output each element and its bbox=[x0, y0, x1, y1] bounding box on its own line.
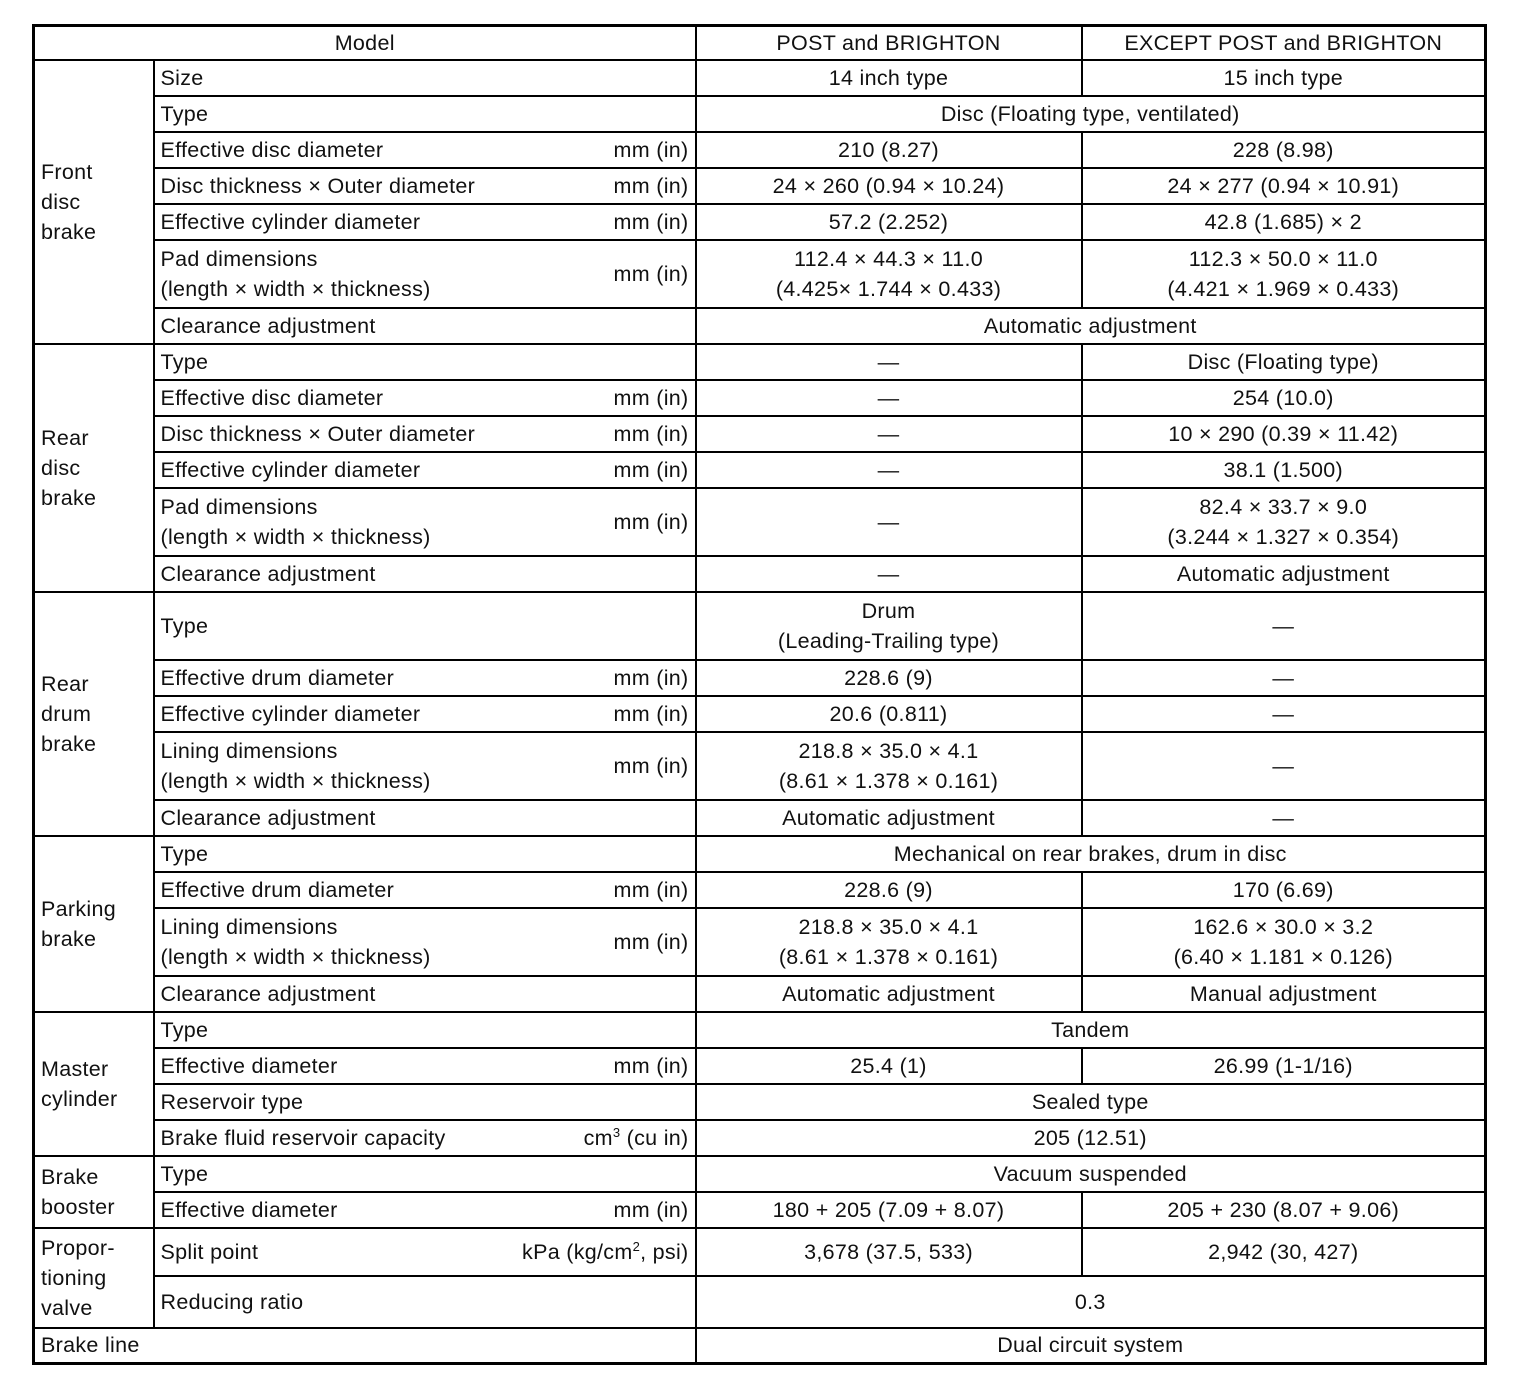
front-thickness-except: 24 × 277 (0.94 × 10.91) bbox=[1082, 168, 1486, 204]
rear-disc-clearance-label: Clearance adjustment bbox=[154, 556, 696, 592]
front-eff-cyl-post: 57.2 (2.252) bbox=[696, 204, 1082, 240]
col-except-post-brighton-header: EXCEPT POST and BRIGHTON bbox=[1082, 26, 1486, 60]
rear-disc-brake-group: Rear disc brake bbox=[34, 344, 154, 592]
rear-drum-eff-cyl-except: — bbox=[1082, 696, 1486, 732]
rear-drum-eff-cyl-label: Effective cylinder diameter mm (in) bbox=[154, 696, 696, 732]
booster-eff-except: 205 + 230 (8.07 + 9.06) bbox=[1082, 1192, 1486, 1228]
rear-drum-eff-cyl-post: 20.6 (0.811) bbox=[696, 696, 1082, 732]
master-reservoir-value: Sealed type bbox=[696, 1084, 1486, 1120]
rear-drum-type-label: Type bbox=[154, 592, 696, 660]
parking-eff-drum-post: 228.6 (9) bbox=[696, 872, 1082, 908]
rear-disc-eff-cyl-except: 38.1 (1.500) bbox=[1082, 452, 1486, 488]
rear-disc-pad-label: Pad dimensions (length × width × thickness) mm (in) bbox=[154, 488, 696, 556]
rear-disc-pad-post: — bbox=[696, 488, 1082, 556]
rear-disc-clearance-post: — bbox=[696, 556, 1082, 592]
rear-disc-eff-disc-row bbox=[34, 380, 1486, 416]
parking-clearance-except: Manual adjustment bbox=[1082, 976, 1486, 1012]
rear-disc-eff-disc-except: 254 (10.0) bbox=[1082, 380, 1486, 416]
rear-disc-type-row bbox=[34, 344, 1486, 380]
front-eff-disc-label: Effective disc diameter mm (in) bbox=[154, 132, 696, 168]
rear-disc-type-post: — bbox=[696, 344, 1082, 380]
parking-type-row bbox=[34, 836, 1486, 872]
master-reservoir-label: Reservoir type bbox=[154, 1084, 696, 1120]
front-clearance-row bbox=[34, 308, 1486, 344]
front-pad-label: Pad dimensions (length × width × thickness) mm (in) bbox=[154, 240, 696, 308]
front-eff-disc-except: 228 (8.98) bbox=[1082, 132, 1486, 168]
rear-disc-eff-cyl-post: — bbox=[696, 452, 1082, 488]
front-size-except: 15 inch type bbox=[1082, 60, 1486, 96]
front-thickness-label: Disc thickness × Outer diameter mm (in) bbox=[154, 168, 696, 204]
rear-disc-thickness-except: 10 × 290 (0.39 × 11.42) bbox=[1082, 416, 1486, 452]
rear-drum-clearance-label: Clearance adjustment bbox=[154, 800, 696, 836]
front-clearance-label: Clearance adjustment bbox=[154, 308, 696, 344]
parking-brake-group: Parking brake bbox=[34, 836, 154, 1012]
booster-type-row bbox=[34, 1156, 1486, 1192]
front-type-row bbox=[34, 96, 1486, 132]
booster-eff-label: Effective diameter mm (in) bbox=[154, 1192, 696, 1228]
front-pad-except: 112.3 × 50.0 × 11.0 (4.421 × 1.969 × 0.433) bbox=[1082, 240, 1486, 308]
rear-disc-thickness-label: Disc thickness × Outer diameter mm (in) bbox=[154, 416, 696, 452]
rear-disc-thickness-row bbox=[34, 416, 1486, 452]
rear-drum-lining-label: Lining dimensions (length × width × thickness) mm (in) bbox=[154, 732, 696, 800]
front-size-post: 14 inch type bbox=[696, 60, 1082, 96]
prop-split-label: Split point kPa ($kg/cm^2$, psi) bbox=[154, 1228, 696, 1276]
brake-specification-table bbox=[32, 24, 1487, 1365]
rear-drum-lining-row bbox=[34, 732, 1486, 800]
prop-ratio-label: Reducing ratio bbox=[154, 1276, 696, 1328]
brake-line-row bbox=[34, 1328, 1486, 1364]
parking-lining-except: 162.6 × 30.0 × 3.2 (6.40 × 1.181 × 0.126) bbox=[1082, 908, 1486, 976]
parking-lining-post: 218.8 × 35.0 × 4.1 (8.61 × 1.378 × 0.161) bbox=[696, 908, 1082, 976]
front-eff-disc-row bbox=[34, 132, 1486, 168]
front-eff-cyl-except: 42.8 (1.685) × 2 bbox=[1082, 204, 1486, 240]
rear-disc-type-label: Type bbox=[154, 344, 696, 380]
rear-drum-clearance-row bbox=[34, 800, 1486, 836]
rear-disc-eff-cyl-label: Effective cylinder diameter mm (in) bbox=[154, 452, 696, 488]
rear-drum-eff-drum-label: Effective drum diameter mm (in) bbox=[154, 660, 696, 696]
front-type-label: Type bbox=[154, 96, 696, 132]
master-eff-label: Effective diameter mm (in) bbox=[154, 1048, 696, 1084]
rear-drum-type-post: Drum (Leading-Trailing type) bbox=[696, 592, 1082, 660]
master-type-value: Tandem bbox=[696, 1012, 1486, 1048]
master-reservoir-row bbox=[34, 1084, 1486, 1120]
parking-clearance-row bbox=[34, 976, 1486, 1012]
parking-eff-drum-except: 170 (6.69) bbox=[1082, 872, 1486, 908]
master-type-label: Type bbox=[154, 1012, 696, 1048]
prop-split-post: 3,678 (37.5, 533) bbox=[696, 1228, 1082, 1276]
parking-eff-drum-row bbox=[34, 872, 1486, 908]
parking-clearance-label: Clearance adjustment bbox=[154, 976, 696, 1012]
master-capacity-value: 205 (12.51) bbox=[696, 1120, 1486, 1156]
rear-disc-eff-cyl-row bbox=[34, 452, 1486, 488]
front-size-label: Size bbox=[154, 60, 696, 96]
front-eff-disc-post: 210 (8.27) bbox=[696, 132, 1082, 168]
front-clearance-value: Automatic adjustment bbox=[696, 308, 1486, 344]
header-row bbox=[34, 26, 1486, 60]
rear-drum-lining-post: 218.8 × 35.0 × 4.1 (8.61 × 1.378 × 0.161) bbox=[696, 732, 1082, 800]
booster-type-label: Type bbox=[154, 1156, 696, 1192]
front-eff-cyl-label: Effective cylinder diameter mm (in) bbox=[154, 204, 696, 240]
rear-drum-clearance-post: Automatic adjustment bbox=[696, 800, 1082, 836]
brake-line-value: Dual circuit system bbox=[696, 1328, 1486, 1364]
front-type-value: Disc (Floating type, ventilated) bbox=[696, 96, 1486, 132]
booster-eff-row bbox=[34, 1192, 1486, 1228]
rear-disc-eff-disc-label: Effective disc diameter mm (in) bbox=[154, 380, 696, 416]
front-thickness-post: 24 × 260 (0.94 × 10.24) bbox=[696, 168, 1082, 204]
booster-eff-post: 180 + 205 (7.09 + 8.07) bbox=[696, 1192, 1082, 1228]
master-eff-except: 26.99 (1-1/16) bbox=[1082, 1048, 1486, 1084]
model-header: Model bbox=[34, 26, 696, 60]
parking-type-value: Mechanical on rear brakes, drum in disc bbox=[696, 836, 1486, 872]
rear-disc-clearance-except: Automatic adjustment bbox=[1082, 556, 1486, 592]
front-size-row bbox=[34, 60, 1486, 96]
master-capacity-label: Brake fluid reservoir capacity $cm^3$ (cu in) bbox=[154, 1120, 696, 1156]
rear-drum-clearance-except: — bbox=[1082, 800, 1486, 836]
rear-drum-eff-drum-post: 228.6 (9) bbox=[696, 660, 1082, 696]
proportioning-valve-group: Propor- tioning valve bbox=[34, 1228, 154, 1328]
rear-disc-type-except: Disc (Floating type) bbox=[1082, 344, 1486, 380]
parking-clearance-post: Automatic adjustment bbox=[696, 976, 1082, 1012]
parking-type-label: Type bbox=[154, 836, 696, 872]
front-thickness-row bbox=[34, 168, 1486, 204]
rear-disc-eff-disc-post: — bbox=[696, 380, 1082, 416]
rear-drum-brake-group: Rear drum brake bbox=[34, 592, 154, 836]
front-disc-brake-group: Front disc brake bbox=[34, 60, 154, 344]
parking-lining-row bbox=[34, 908, 1486, 976]
master-capacity-row bbox=[34, 1120, 1486, 1156]
rear-drum-eff-drum-except: — bbox=[1082, 660, 1486, 696]
rear-drum-lining-except: — bbox=[1082, 732, 1486, 800]
prop-split-row bbox=[34, 1228, 1486, 1276]
rear-disc-pad-except: 82.4 × 33.7 × 9.0 (3.244 × 1.327 × 0.354) bbox=[1082, 488, 1486, 556]
prop-ratio-value: 0.3 bbox=[696, 1276, 1486, 1328]
master-type-row bbox=[34, 1012, 1486, 1048]
front-pad-post: 112.4 × 44.3 × 11.0 (4.425× 1.744 × 0.433) bbox=[696, 240, 1082, 308]
master-cylinder-group: Master cylinder bbox=[34, 1012, 154, 1156]
booster-type-value: Vacuum suspended bbox=[696, 1156, 1486, 1192]
master-eff-post: 25.4 (1) bbox=[696, 1048, 1082, 1084]
rear-drum-type-except: — bbox=[1082, 592, 1486, 660]
col-post-brighton-header: POST and BRIGHTON bbox=[696, 26, 1082, 60]
parking-eff-drum-label: Effective drum diameter mm (in) bbox=[154, 872, 696, 908]
rear-drum-type-row bbox=[34, 592, 1486, 660]
front-eff-cyl-row bbox=[34, 204, 1486, 240]
parking-lining-label: Lining dimensions (length × width × thickness) mm (in) bbox=[154, 908, 696, 976]
rear-disc-clearance-row bbox=[34, 556, 1486, 592]
rear-disc-thickness-post: — bbox=[696, 416, 1082, 452]
front-pad-row bbox=[34, 240, 1486, 308]
prop-split-except: 2,942 (30, 427) bbox=[1082, 1228, 1486, 1276]
rear-disc-pad-row bbox=[34, 488, 1486, 556]
brake-line-label: Brake line bbox=[34, 1328, 696, 1364]
master-eff-row bbox=[34, 1048, 1486, 1084]
rear-drum-eff-cyl-row bbox=[34, 696, 1486, 732]
brake-booster-group: Brake booster bbox=[34, 1156, 154, 1228]
prop-ratio-row bbox=[34, 1276, 1486, 1328]
rear-drum-eff-drum-row bbox=[34, 660, 1486, 696]
